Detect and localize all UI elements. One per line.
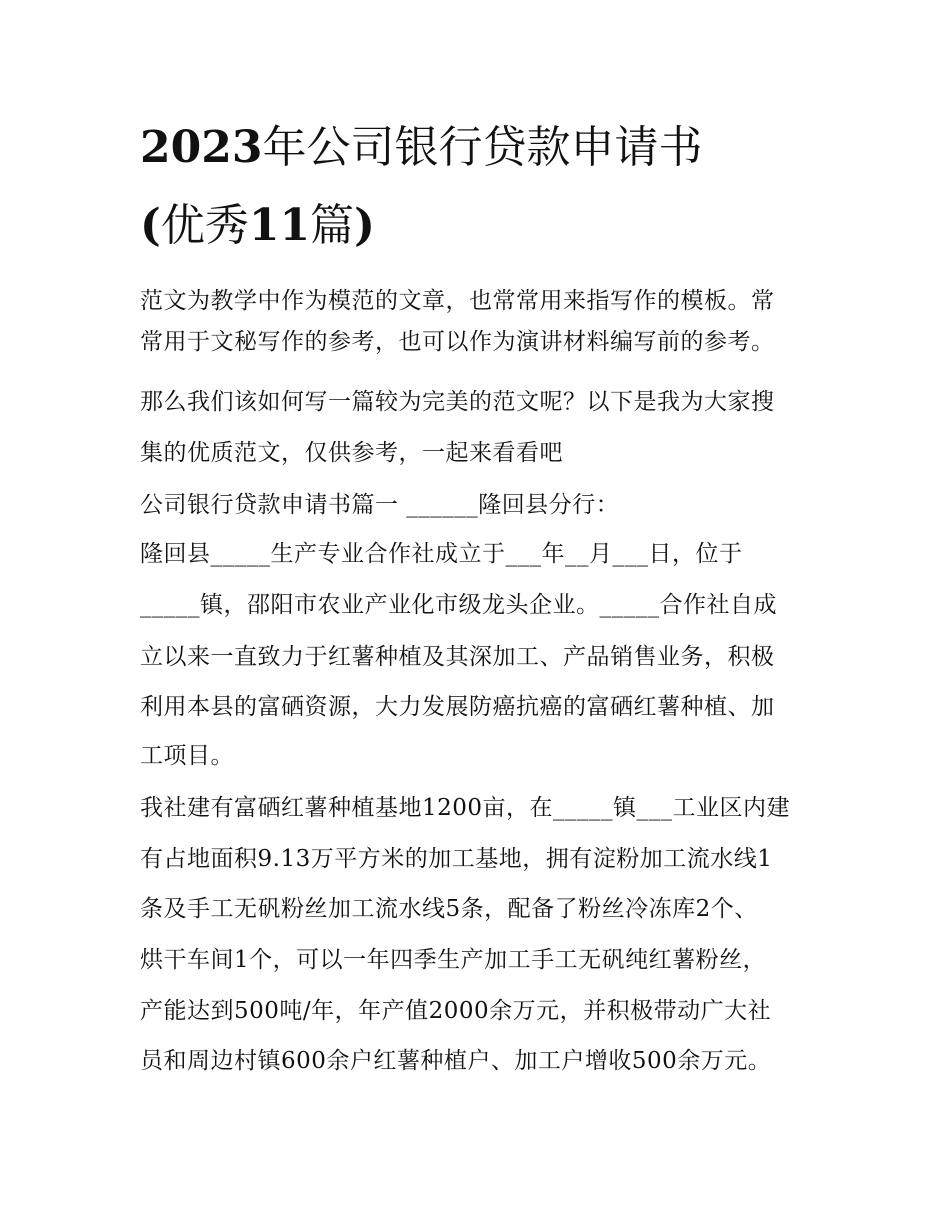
body-line: 烘干车间1个，可以一年四季生产加工手工无矾纯红薯粉丝， bbox=[140, 947, 767, 973]
body-line: 工项目。 bbox=[140, 743, 234, 769]
body-line: 有占地面积9.13万平方米的加工基地，拥有淀粉加工流水线1 bbox=[140, 846, 773, 872]
body-line: 利用本县的富硒资源，大力发展防癌抗癌的富硒红薯种植、加 bbox=[140, 694, 775, 720]
body-line: 那么我们该如何写一篇较为完美的范文呢？以下是我为大家搜 bbox=[140, 389, 775, 415]
body-line: _____镇，邵阳市农业产业化市级龙头企业。_____合作社自成 bbox=[140, 592, 777, 618]
title-line-2: (优秀11篇) bbox=[140, 200, 375, 251]
body-line: 集的优质范文，仅供参考，一起来看看吧 bbox=[140, 440, 563, 466]
body-line: 常用于文秘写作的参考，也可以作为演讲材料编写前的参考。 bbox=[140, 329, 775, 355]
body-line: 条及手工无矾粉丝加工流水线5条，配备了粉丝冷冻库2个、 bbox=[140, 896, 758, 922]
body-line: 隆回县_____生产专业合作社成立于___年__月___日，位于 bbox=[140, 541, 743, 567]
body-line: 范文为教学中作为模范的文章，也常常用来指写作的模板。常 bbox=[140, 288, 775, 314]
body-line: 员和周边村镇600余户红薯种植户、加工户增收500余万元。 bbox=[140, 1048, 772, 1074]
body-line: 我社建有富硒红薯种植基地1200亩，在_____镇___工业区内建 bbox=[140, 795, 791, 821]
body-line: 立以来一直致力于红薯种植及其深加工、产品销售业务，积极 bbox=[140, 644, 775, 670]
body-line: 公司银行贷款申请书篇一 ______隆回县分行： bbox=[140, 492, 620, 518]
title-line-1: 2023年公司银行贷款申请书 bbox=[140, 122, 703, 173]
body-line: 产能达到500吨/年，年产值2000余万元，并积极带动广大社 bbox=[140, 998, 772, 1024]
